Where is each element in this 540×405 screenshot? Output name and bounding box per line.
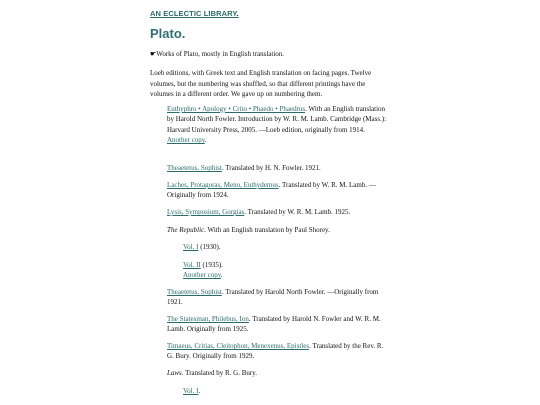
site-title-dot: . [236,9,239,18]
page-title: Plato. [150,26,186,41]
entry-text-end: . [204,136,207,145]
volume-link[interactable]: Vol. I [183,387,199,395]
entry-laches [167,180,390,201]
volume-text: . [198,387,201,395]
entry-text: . Translated by H. N. Fowler. 1921. [221,164,321,172]
entry-text: . With an English translation by Paul Shorey. [204,226,330,234]
volume-text: (1935). [200,261,223,269]
entry-link[interactable]: Lysis, Symposium, Gorgias [167,208,245,216]
description: Loeb editions, with Greek text and English translation on facing pages. Twelve volumes, but the numbering was shuffled, so that different printings have the volumes in a different order. We gave up on numbering them. [150,69,372,99]
entry-text: . Translated by Harold North Fowler. —Originally from 1921. [167,288,379,307]
entry-title: Laws [167,369,182,377]
entry-link[interactable]: Euthyphro • Apology • Crito • Phaedo • Phaedrus [167,105,306,113]
intro-line [150,49,284,60]
site-title-link[interactable] [150,9,239,18]
entry-title: The Republic [167,226,205,234]
entry-text: . Translated by the Rev. R. G. Bury. Originally from 1929. [167,342,384,361]
another-copy-link[interactable]: Another copy [183,271,221,280]
entry-text: . Translated by R. G. Bury. [181,369,257,377]
entry-link[interactable]: Theaetetus, Sophist [167,288,222,296]
entry-link[interactable]: Laches, Protagoras, Meno, Euthydemus [167,181,279,189]
entry-text: . Translated by Harold N. Fowler and W. R. M. Lamb. Originally from 1925. [167,315,381,334]
volume-link[interactable]: Vol. I [183,243,199,251]
volume-text-end: . [220,271,223,280]
entry-link[interactable]: The Statesman, Philebus, Ion [167,315,249,323]
laws-vol-1 [183,386,200,396]
pointing-hand-icon: ☛ [150,50,157,58]
entry-laws [167,368,390,378]
intro-text: Works of Plato, mostly in English translation. [156,50,285,58]
entry-statesman [167,314,390,335]
another-copy-link[interactable]: Another copy [167,136,205,145]
republic-vol-1 [183,242,221,252]
entry-euthyphro [167,104,390,146]
entry-link[interactable]: Timaeus, Critias, Cleitophon, Menexenus, Epistles [167,342,310,350]
entry-theaetetus-1921 [167,163,390,173]
entry-text: . Translated by W. R. M. Lamb. 1925. [244,208,351,216]
entry-lysis [167,207,390,217]
entry-republic [167,225,390,235]
entry-link[interactable]: Theaetetus, Sophist [167,164,222,172]
volume-link[interactable]: Vol. II [183,261,201,269]
entry-text: . Translated by W. R. M. Lamb. —Originally from 1924. [167,181,376,200]
site-title-text: AN ECLECTIC LIBRARY [150,9,237,18]
entry-text: . With an English translation by Harold North Fowler. Introduction by W. R. M. Lamb. Cambridge (Mass.): Harvard University Press, 2005. —Loeb edition, originally from 1914. [167,105,387,134]
volume-text: (1930). [198,243,221,251]
entry-theaetetus-fowler [167,287,390,308]
entry-timaeus [167,341,390,362]
republic-vol-2 [183,260,223,281]
